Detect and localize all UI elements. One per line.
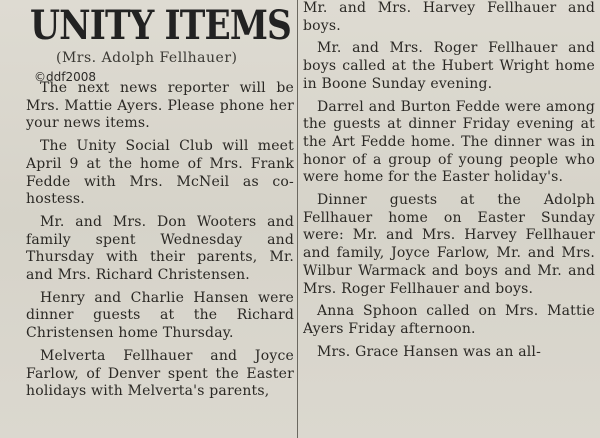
news-item-continued: Mr. and Mrs. Harvey Fellhauer and boys. xyxy=(303,0,595,34)
news-item: Mr. and Mrs. Roger Fellhauer and boys called at the Hubert Wright home in Boone Sunday evening. xyxy=(303,40,595,92)
left-column xyxy=(26,0,294,438)
news-item: The next news reporter will be Mrs. Mattie Ayers. Please phone her your news items. xyxy=(26,80,294,132)
news-item: Melverta Fellhauer and Joyce Farlow, of Denver spent the Easter holidays with Melverta's parents, xyxy=(26,347,294,400)
news-item: Henry and Charlie Hansen were dinner guests at the Richard Christensen home Thursday. xyxy=(26,289,294,342)
column-divider xyxy=(297,0,298,438)
right-column xyxy=(303,0,595,438)
news-item: Dinner guests at the Adolph Fellhauer home on Easter Sunday were: Mr. and Mrs. Harvey Fellhauer and family, Joyce Farlow, Mr. and Mrs. Wilbur Warmack and boys and Mr. and Mrs. Roger Fellhauer and boys. xyxy=(303,192,595,297)
news-item: Mr. and Mrs. Don Wooters and family spent Wednesday and Thursday with their parents, Mr. and Mrs. Richard Christensen. xyxy=(26,213,294,284)
news-item: Mrs. Grace Hansen was an all- xyxy=(317,343,542,360)
news-item: The Unity Social Club will meet April 9 at the home of Mrs. Frank Fedde with Mrs. McNeil as co-hostess. xyxy=(26,138,294,208)
news-item: Anna Sphoon called on Mrs. Mattie Ayers Friday afternoon. xyxy=(303,303,595,337)
copyright-watermark: ©ddf2008 xyxy=(34,70,96,84)
byline: (Mrs. Adolph Fellhauer) xyxy=(56,50,238,66)
headline: UNITY ITEMS xyxy=(30,2,292,49)
news-item: Darrel and Burton Fedde were among the guests at dinner Friday evening at the Art Fedde home. The dinner was in honor of a group of young people who were home for the Easter holiday's. xyxy=(303,98,595,186)
